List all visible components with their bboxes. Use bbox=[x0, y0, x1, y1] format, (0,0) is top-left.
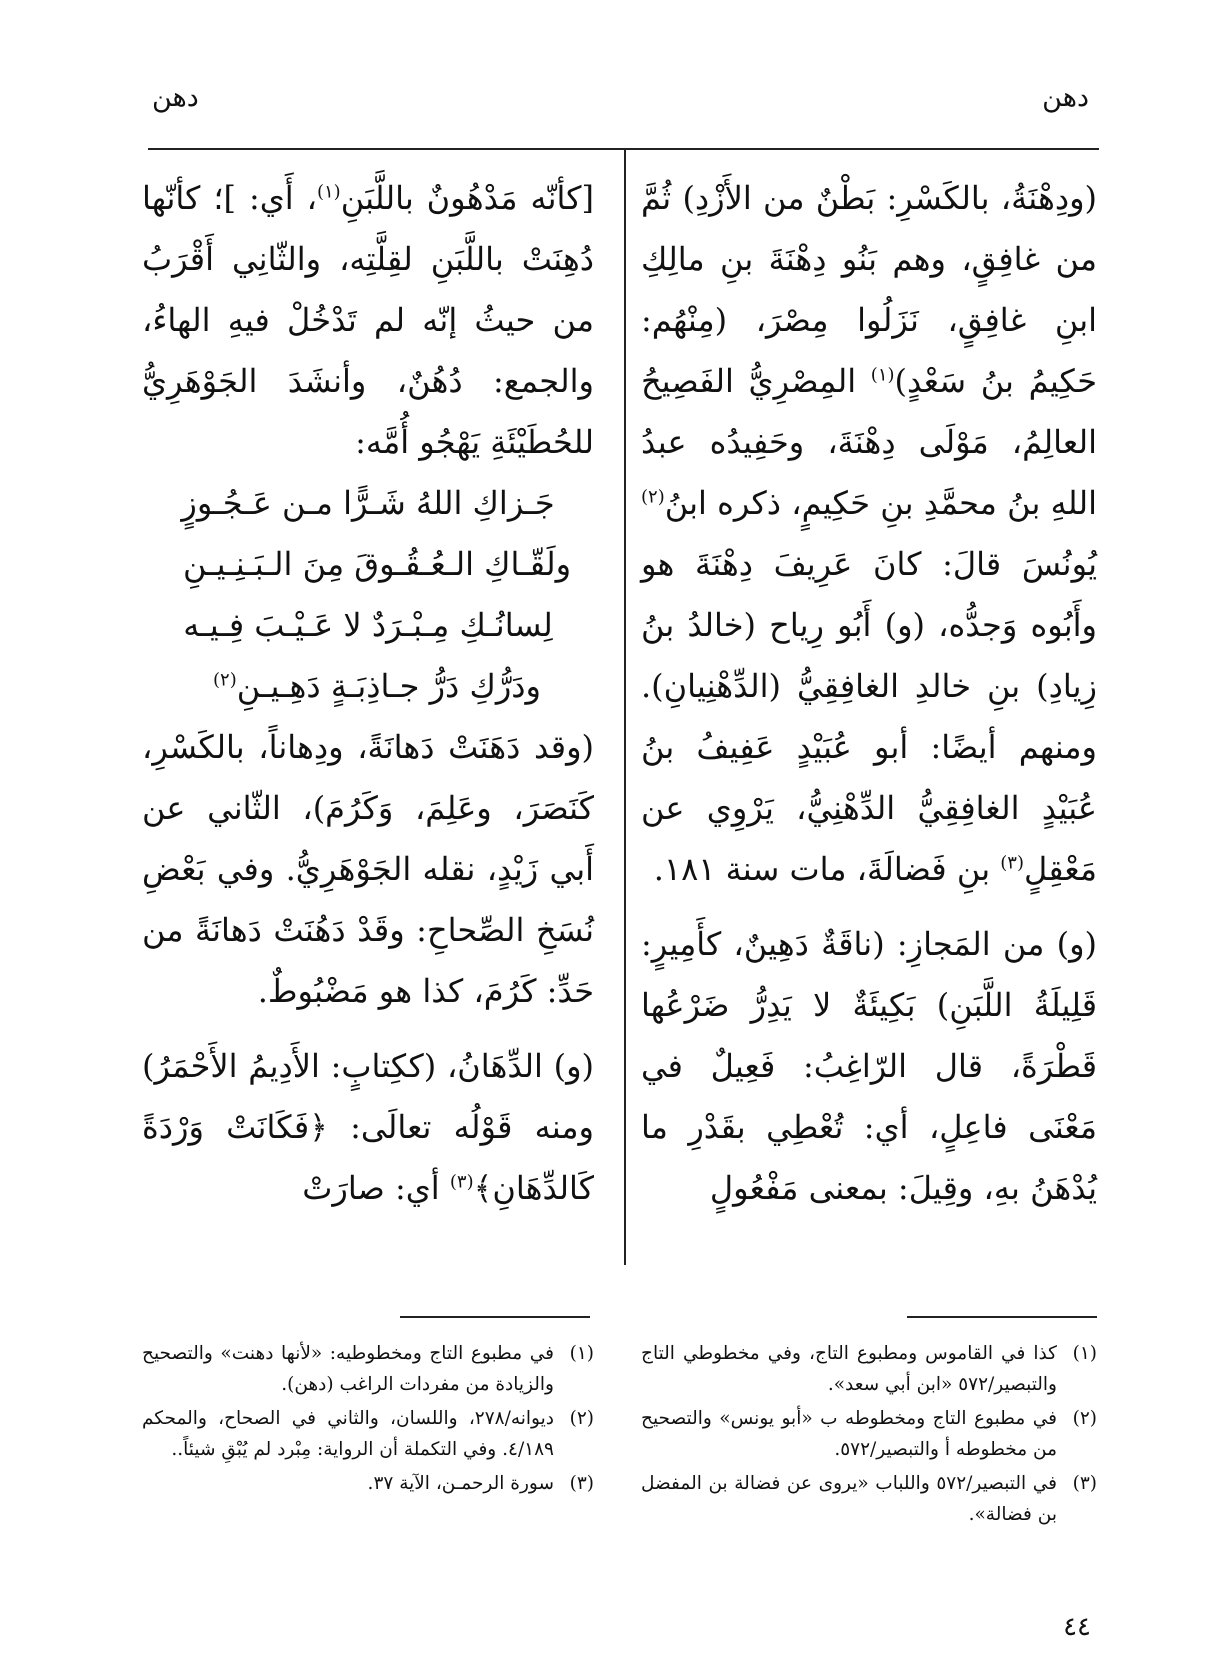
text-run: يُونُسَ قالَ: كانَ عَرِيفَ دِهْنَةَ هو وأَبُوه وَجدُّه، (و) أَبُو رِياح (خالدُ بنُ زِيادِ) بنِ خالدِ الغافِقِيُّ (الدِّهْنِيانِ). ومنهم أيضًا: أبو عُبَيْدٍ عَفِيفُ بنُ عُبَيْدٍ الغافِقِيُّ الدِّهْنِيُّ، يَرْوِي عن مَعْقِلٍ bbox=[641, 545, 1097, 888]
footnote-number: (١) bbox=[1072, 1343, 1097, 1364]
footnotes-right bbox=[641, 1338, 1097, 1533]
footnote bbox=[142, 1338, 594, 1400]
footnote-ref: (١) bbox=[316, 181, 341, 203]
text-run: [كأنّه مَدْهُونٌ باللَّبَنِ bbox=[340, 179, 595, 217]
entry-paragraph: (و) من المَجازِ: (ناقَةٌ دَهِينٌ، كأَمِيرٍ: قَلِيلَةُ اللَّبَنِ) بَكِيئَةٌ لا يَدِرُّ ضَرْعُها قَطْرَةً، قال الرّاغِبُ: فَعِيلٌ في مَعْنَى فاعِلٍ، أي: تُعْطِي بقَدْرِ ما يُدْهَنُ بهِ، وقِيلَ: بمعنى مَفْعُولٍ bbox=[641, 925, 1097, 1207]
entry-paragraph bbox=[142, 168, 594, 473]
left-column bbox=[142, 168, 594, 1219]
footnote bbox=[641, 1468, 1097, 1530]
footnote-number: (٢) bbox=[1072, 1408, 1097, 1429]
entry-paragraph bbox=[641, 168, 1097, 900]
verse-line: لِسانُـكِ مِـبْـرَدٌ لا عَـيْـبَ فِـيـه bbox=[183, 606, 553, 644]
footnote-text: ديوانه/٢٧٨، واللسان، والثاني في الصحاح، والمحكم ٤/١٨٩. وفي التكملة أن الرواية: مِبْرد لم يُبْقِ شيئاً.. bbox=[142, 1408, 554, 1460]
text-run: بنِ فَضالَةَ، مات سنة ١٨١. bbox=[653, 850, 1001, 888]
footnote-text: في التبصير/٥٧٢ واللباب «يروى عن فضالة بن المفضل بن فضالة». bbox=[641, 1473, 1057, 1525]
footnote-text: كذا في القاموس ومطبوع التاج، وفي مخطوطي التاج والتبصير/٥٧٢ «ابن أبي سعد». bbox=[641, 1343, 1057, 1395]
running-header-left: دهن bbox=[152, 82, 199, 113]
footnote-ref: (٣) bbox=[1000, 852, 1024, 874]
footnote bbox=[641, 1403, 1097, 1465]
text-run: المِصْرِيُّ الفَصِيحُ العالِمُ، مَوْلَى دِهْنَةَ، وحَفِيدُه عبدُ اللهِ بنُ محمَّدِ بنِ حَكِيمٍ، ذكره ابنُ bbox=[641, 362, 1097, 522]
page-number: ٤٤ bbox=[1063, 1612, 1091, 1642]
text-run: ، أَي: ]؛ كأنّها دُهِنَتْ باللَّبَنِ لقِلَّتِه، والثّانِي أَقْرَبُ من حيثُ إنّه لم تَدْخُلْ فيهِ الهاءُ، والجمع: دُهُنٌ، وأنشَدَ الجَوْهَرِيُّ للحُطَيْئَةِ يَهْجُو أُمَّه: bbox=[142, 179, 594, 461]
footnote-rule bbox=[907, 1316, 1097, 1318]
footnote-ref: (٢) bbox=[213, 669, 237, 691]
footnote-text: في مطبوع التاج ومخطوطه ب «أبو يونس» والتصحيح من مخطوطه أ والتبصير/٥٧٢. bbox=[641, 1408, 1057, 1460]
footnote bbox=[142, 1403, 594, 1465]
footnote-number: (٢) bbox=[569, 1408, 594, 1429]
footnote-text: في مطبوع التاج ومخطوطيه: «لأنها دهنت» والتصحيح والزيادة من مفردات الراغب (دهن). bbox=[142, 1343, 554, 1395]
footnote-ref: (١) bbox=[870, 364, 895, 386]
running-header-right: دهن bbox=[1042, 82, 1089, 113]
verse-line bbox=[142, 656, 594, 717]
footnote bbox=[641, 1338, 1097, 1400]
footnotes-left bbox=[142, 1338, 594, 1502]
text-run: أي: صارَتْ bbox=[302, 1169, 450, 1207]
footnote bbox=[142, 1468, 594, 1499]
footnote-number: (١) bbox=[569, 1343, 594, 1364]
text-run: ودَرُّكِ دَرُّ جـاذِبَـةٍ دَهِـيـنِ bbox=[236, 667, 541, 705]
footnote-text: سورة الرحمـن، الآية ٣٧. bbox=[367, 1473, 554, 1494]
text-run: (و) الدِّهَانُ، (ككِتابٍ: الأَدِيمُ الأَحْمَرُ) ومنه قَوْلُه تعالَى: ﴿فَكَانَتْ وَرْدَةً كَالدِّهَانِ﴾ bbox=[142, 1047, 594, 1207]
footnote-ref: (٣) bbox=[449, 1171, 474, 1193]
verse-line: ولَقّـاكِ الـعُـقُـوقَ مِنَ الـبَـنِـيـنِ bbox=[182, 545, 572, 583]
right-column bbox=[641, 168, 1097, 1219]
entry-paragraph bbox=[142, 1036, 594, 1219]
footnote-ref: (٢) bbox=[641, 486, 665, 508]
text-run: (ودِهْنَةُ، بالكَسْرِ: بَطْنٌ من الأَزْدِ) ثُمَّ من غافِقٍ، وهم بَنُو دِهْنَةَ بنِ مالِكِ ابنِ غافِقٍ، نَزَلُوا مِصْرَ، (مِنْهُم: حَكِيمُ بنُ سَعْدٍ) bbox=[641, 179, 1098, 400]
footnote-number: (٣) bbox=[1072, 1473, 1097, 1494]
entry-paragraph: (وقد دَهَنَتْ دَهانَةً، ودِهاناً، بالكَسْرِ، كَنَصَرَ، وعَلِمَ، وَكَرُمَ)، الثّاني عن أَبي زَيْدٍ، نقله الجَوْهَرِيُّ. وفي بَعْضِ نُسَخِ الصِّحاحِ: وقَدْ دَهُنَتْ دَهانَةً من حَدِّ: كَرُمَ، كذا هو مَضْبُوطٌ. bbox=[142, 728, 594, 1010]
column-divider bbox=[624, 150, 626, 1265]
footnote-number: (٣) bbox=[569, 1473, 594, 1494]
verse-line: جَـزاكِ اللهُ شَـرًّا مـن عَـجُـوزٍ bbox=[181, 484, 555, 522]
footnote-rule bbox=[400, 1316, 590, 1318]
